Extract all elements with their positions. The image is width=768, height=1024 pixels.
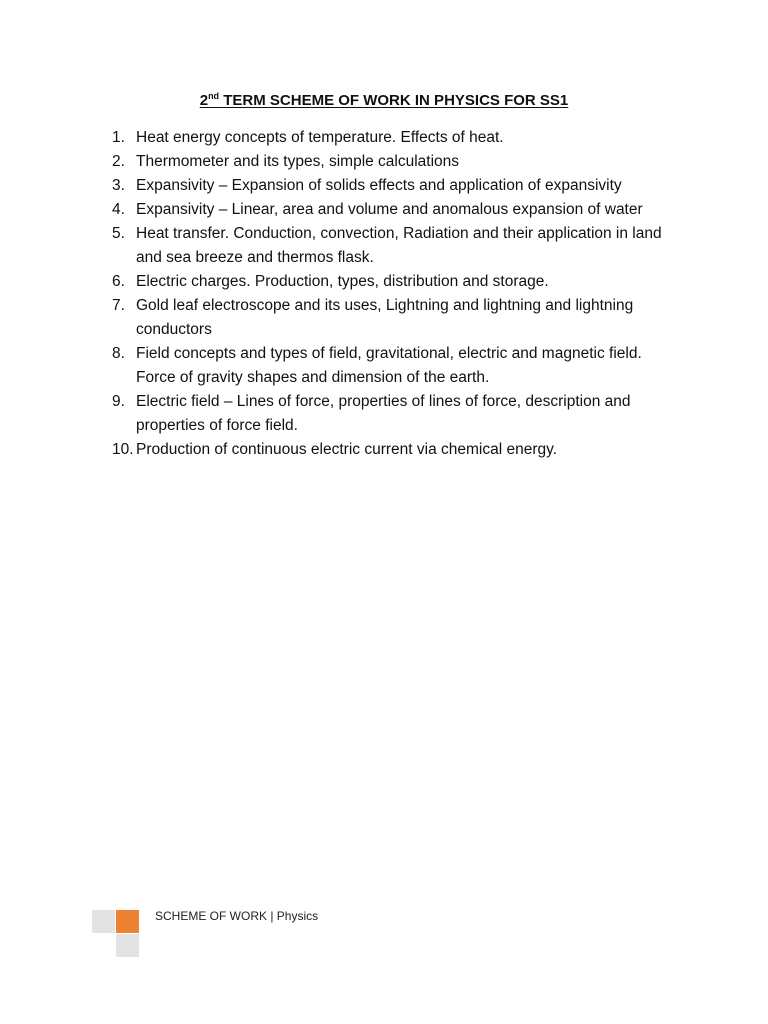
list-item: [112, 342, 672, 390]
title-ordinal-number: 2: [199, 92, 209, 109]
list-item-text: Electric field – Lines of force, properties of lines of force, description and properties of force field.: [136, 393, 631, 434]
list-item: [112, 222, 672, 270]
footer-text: SCHEME OF WORK | Physics: [155, 909, 319, 923]
document-title-text: [200, 92, 569, 109]
list-item-text: Expansivity – Linear, area and volume and anomalous expansion of water: [136, 201, 643, 218]
list-item-text: Gold leaf electroscope and its uses, Lightning and lightning and lightning conductors: [136, 297, 634, 338]
list-item-text: Heat transfer. Conduction, convection, Radiation and their application in land and sea breeze and thermos flask.: [136, 225, 662, 266]
list-item: [112, 294, 672, 342]
list-item: [112, 198, 672, 222]
list-item-number: 4.: [112, 201, 125, 218]
footer-accent-square: [116, 910, 139, 933]
list-item-text: Thermometer and its types, simple calculations: [136, 153, 460, 170]
list-item-number: 5.: [112, 225, 125, 242]
list-item-number: 2.: [112, 153, 125, 170]
list-item-text: Production of continuous electric current via chemical energy.: [136, 441, 558, 458]
list-item-number: 8.: [112, 345, 125, 362]
list-item: [112, 126, 672, 150]
title-ordinal-suffix: nd: [208, 91, 220, 101]
list-item: [112, 150, 672, 174]
list-item-number: 9.: [112, 393, 125, 410]
list-item: [112, 174, 672, 198]
list-item-number: 10.: [112, 441, 134, 458]
list-item-text: Electric charges. Production, types, distribution and storage.: [136, 273, 549, 290]
list-item: [112, 390, 672, 438]
list-item-number: 7.: [112, 297, 125, 314]
list-item-text: Heat energy concepts of temperature. Effects of heat.: [136, 129, 504, 146]
list-item-number: 1.: [112, 129, 125, 146]
list-item-text: Field concepts and types of field, gravitational, electric and magnetic field. Force of gravity shapes and dimension of the earth.: [136, 345, 642, 386]
footer-decor-square: [92, 910, 115, 933]
title-main-text: TERM SCHEME OF WORK IN PHYSICS FOR SS1: [219, 92, 569, 109]
list-item: [112, 270, 672, 294]
document-title: [0, 92, 768, 109]
footer-decor-square: [116, 934, 139, 957]
list-item-text: Expansivity – Expansion of solids effects and application of expansivity: [136, 177, 622, 194]
list-item: [112, 438, 672, 462]
scheme-list: [112, 126, 672, 462]
list-item-number: 3.: [112, 177, 125, 194]
list-item-number: 6.: [112, 273, 125, 290]
